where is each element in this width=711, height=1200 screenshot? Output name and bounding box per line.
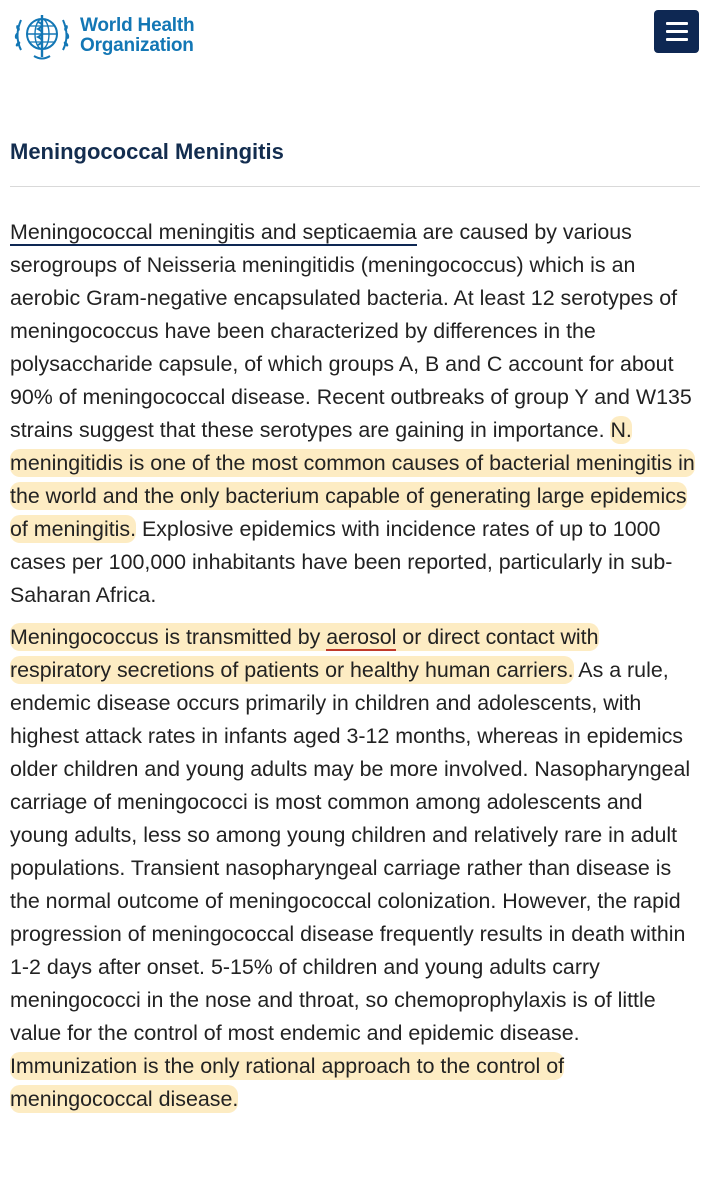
who-wordmark [80, 16, 194, 56]
highlight-epidemics: N. meningitidis is one of the most common causes of bacterial meningitis in the world and the only bacterium capable of generating large epidemics of meningitis. [10, 418, 695, 541]
site-header [0, 0, 711, 90]
highlight-transmission-a: Meningococcus is transmitted by [10, 625, 327, 649]
paragraph-1 [10, 216, 705, 612]
paragraph-2-text: As a rule, endemic disease occurs primarily in children and adolescents, with highest attack rates in infants aged 3-12 months, whereas in epidemics older children and young adults may be more involved. Nasopharyngeal carriage of meningococci is most common among adolescents and young adults, less so among young children and relatively rare in adult populations. Transient nasopharyngeal carriage rather than disease is the normal outcome of meningococcal colonization. However, the rapid progression of meningococcal disease frequently results in death within 1-2 days after onset. 5-15% of children and young adults carry meningococci in the nose and throat, so chemoprophylaxis is of little value for the control of most endemic and epidemic disease. [10, 658, 691, 1045]
highlight-transmission-b: or direct contact with respiratory secretions of patients or healthy human carriers. [10, 625, 599, 682]
title-divider [10, 186, 700, 187]
hamburger-menu-icon [666, 30, 688, 33]
highlight-immunization: Immunization is the only rational approach to the control of meningococcal disease. [10, 1054, 565, 1111]
article-body [10, 216, 705, 1116]
logo-line-1: World Health [80, 15, 195, 36]
menu-button[interactable] [654, 10, 699, 53]
meningitis-septicaemia-link[interactable]: Meningococcal meningitis and septicaemia [10, 220, 417, 244]
paragraph-2 [10, 621, 705, 1116]
paragraph-1-text-b: Explosive epidemics with incidence rates of up to 1000 cases per 100,000 inhabitants have been reported, particularly in sub-Saharan Africa. [10, 517, 673, 607]
page-title: Meningococcal Meningitis [10, 139, 284, 164]
paragraph-1-text-a: are caused by various serogroups of Neisseria meningitidis (meningococcus) which is an aerobic Gram-negative encapsulated bacteria. At least 12 serotypes of meningococcus have been characterized by differences in the polysaccharide capsule, of which groups A, B and C account for about 90% of meningococcal disease. Recent outbreaks of group Y and W135 strains suggest that these serotypes are gaining in importance. [10, 220, 692, 442]
aerosol-link[interactable]: aerosol [326, 625, 397, 649]
who-emblem-icon [12, 10, 72, 62]
hamburger-menu-icon [666, 22, 688, 25]
who-logo[interactable] [12, 10, 194, 62]
hamburger-menu-icon [666, 38, 688, 41]
highlight-transmission [10, 623, 599, 684]
logo-line-2: Organization [80, 35, 194, 56]
